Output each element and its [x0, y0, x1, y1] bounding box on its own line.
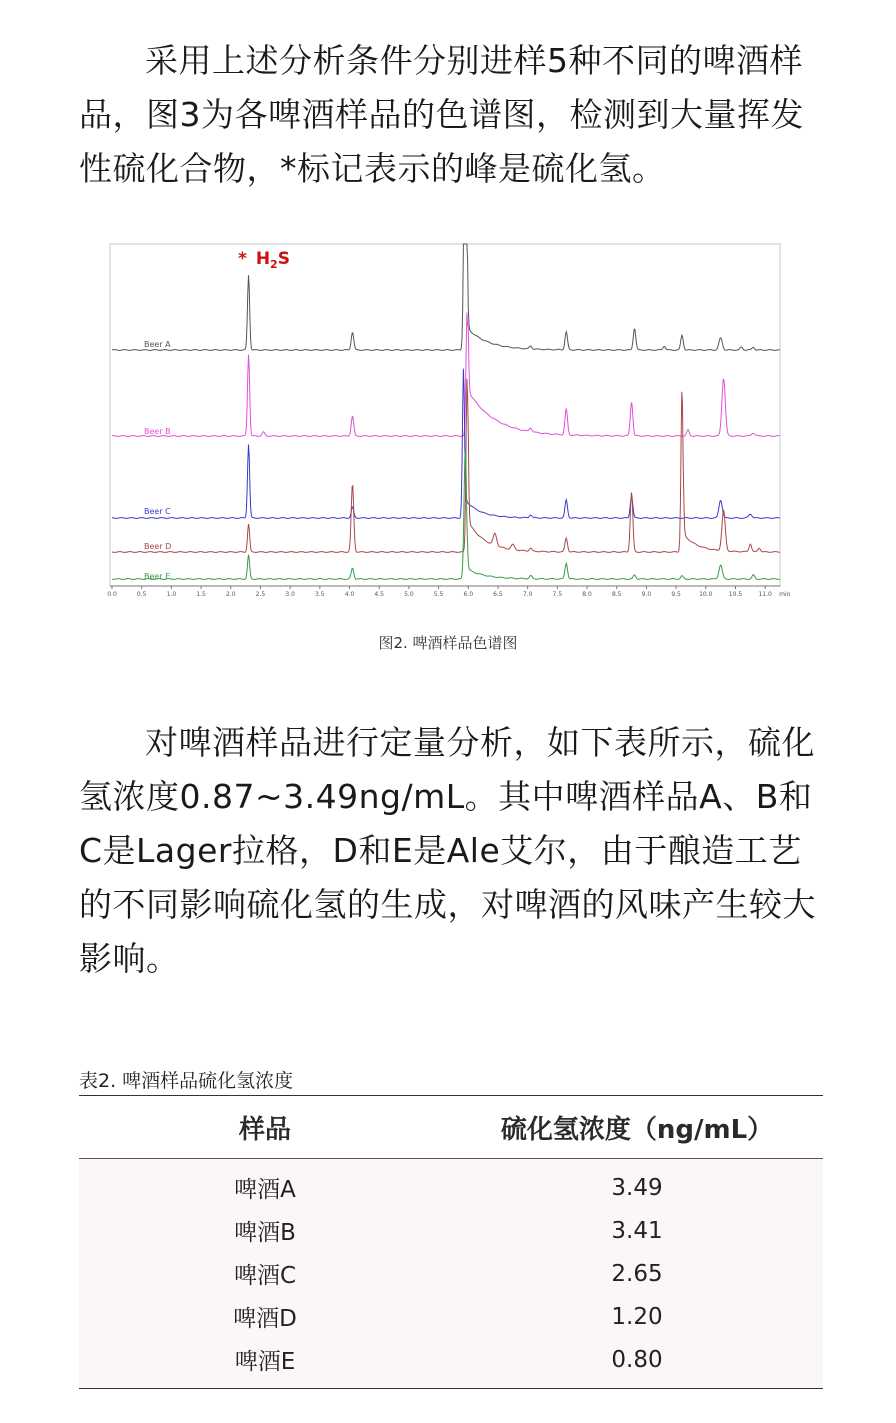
h2s-concentration-table	[79, 1095, 823, 1389]
x-tick-label: 10.0	[699, 591, 713, 598]
header-sample: 样品	[79, 1096, 451, 1159]
chromatogram-figure	[107, 242, 791, 602]
intro-paragraph: 采用上述分析条件分别进样5种不同的啤酒样品，图3为各啤酒样品的色谱图，检测到大量挥发性硫化合物，*标记表示的峰是硫化氢。	[79, 41, 804, 188]
trace-label: Beer D	[144, 542, 172, 551]
header-concentration: 硫化氢浓度（ng/mL）	[451, 1096, 823, 1159]
x-tick-label: 0.0	[107, 591, 117, 598]
trace-line	[112, 244, 780, 350]
x-tick-label: 7.5	[552, 591, 563, 598]
x-tick-label: 9.0	[641, 591, 652, 598]
x-tick-label: 0.5	[136, 591, 147, 598]
table-caption: 表2. 啤酒样品硫化氢浓度	[79, 1070, 294, 1092]
concentration-cell: 3.41	[611, 1217, 663, 1244]
sample-cell: 啤酒B	[234, 1220, 296, 1246]
traces-group	[112, 244, 780, 579]
trace-label: Beer B	[144, 427, 171, 436]
x-axis-unit: min	[779, 591, 791, 598]
sample-cell: 啤酒D	[233, 1306, 297, 1332]
x-tick-label: 6.5	[493, 591, 503, 598]
concentration-cell: 2.65	[611, 1260, 663, 1287]
trace-line	[112, 313, 780, 437]
x-tick-label: 5.0	[404, 591, 414, 598]
table-row	[79, 1295, 823, 1338]
trace-label: Beer E	[144, 572, 171, 581]
x-tick-label: 2.0	[225, 591, 236, 598]
x-tick-label: 1.5	[196, 591, 206, 598]
table-row	[79, 1209, 823, 1252]
x-tick-label: 1.0	[166, 591, 177, 598]
x-tick-label: 9.5	[671, 591, 681, 598]
table-row	[79, 1338, 823, 1389]
x-tick-label: 4.5	[374, 591, 384, 598]
trace-line	[112, 369, 780, 519]
sample-cell: 啤酒A	[234, 1177, 296, 1203]
sample-cell: 啤酒E	[79, 1338, 451, 1389]
concentration-cell: 3.49	[611, 1174, 663, 1201]
x-tick-label: 11.0	[758, 591, 772, 598]
x-tick-label: 10.5	[728, 591, 743, 598]
figure-caption: 图2. 啤酒样品色谱图	[378, 634, 518, 652]
trace-line	[112, 379, 780, 553]
analysis-paragraph: 对啤酒样品进行定量分析，如下表所示，硫化氢浓度0.87~3.49ng/mL。其中啤酒样品A、B和C是Lager拉格，D和E是Ale艾尔，由于酿造工艺的不同影响硫化氢的生成，对啤酒的风味产生较大影响。	[79, 723, 816, 978]
trace-label: Beer C	[144, 507, 171, 516]
trace-label: Beer A	[144, 340, 171, 349]
h2s-peak-label: * $H_2S$	[238, 249, 290, 271]
x-axis	[107, 586, 790, 598]
concentration-cell: 1.20	[611, 1303, 663, 1330]
x-tick-label: 3.0	[285, 591, 295, 598]
x-tick-label: 3.5	[315, 591, 325, 598]
trace-labels-group	[144, 340, 171, 581]
x-tick-label: 6.0	[463, 591, 474, 598]
x-tick-label: 5.5	[433, 591, 444, 598]
table-row	[79, 1159, 823, 1210]
x-tick-label: 4.0	[344, 591, 355, 598]
x-tick-label: 8.0	[582, 591, 592, 598]
concentration-cell: 0.80	[451, 1338, 823, 1389]
x-tick-label: 2.5	[255, 591, 266, 598]
sample-cell: 啤酒C	[233, 1263, 297, 1289]
table-row	[79, 1252, 823, 1295]
table-header-row	[79, 1096, 823, 1159]
x-tick-label: 7.0	[522, 591, 533, 598]
x-tick-label: 8.5	[611, 591, 622, 598]
trace-line	[112, 451, 780, 579]
